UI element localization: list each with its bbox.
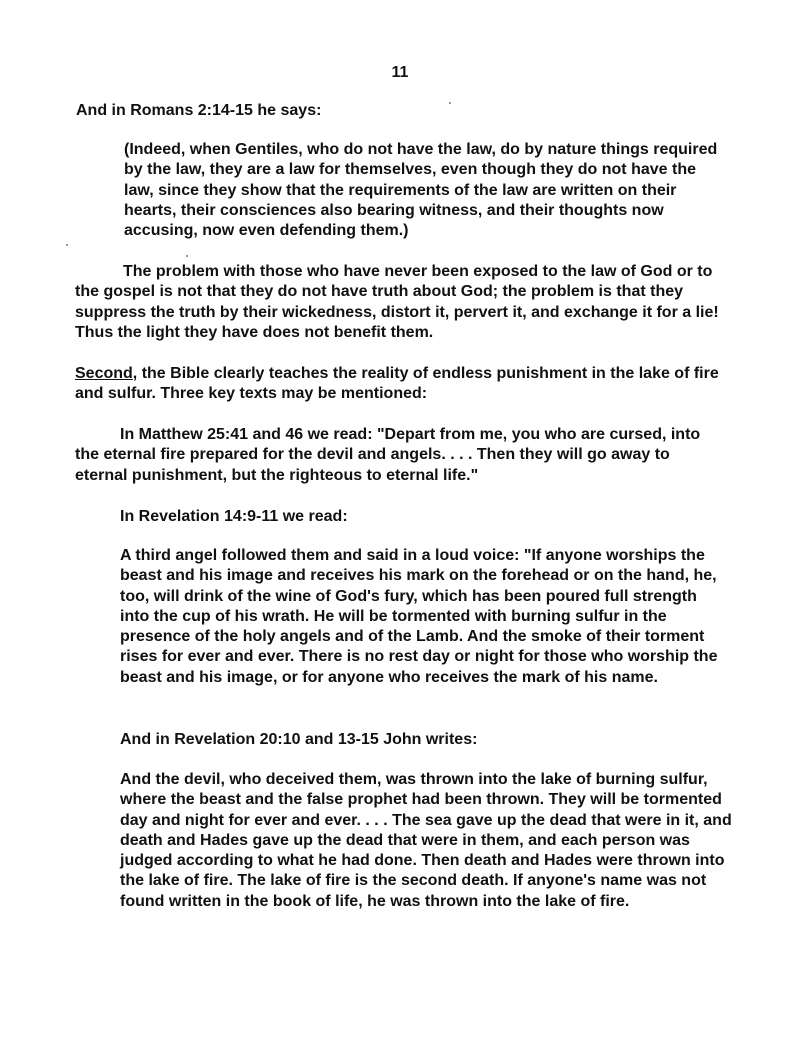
- page-number: 11: [391, 64, 409, 81]
- revelation-20-block-quote: And the devil, who deceived them, was thrown into the lake of burning sulfur, where the beast and the false prophet had been thrown. They will be tormented day and night for ever and ever. . . . The sea gave up the dead that were in it, and death and Hades gave up the dead that were in them, and each person was judged according to what he had done. Then death and Hades were thrown into the lake of fire. The lake of fire is the second death. If anyone's name was not found written in the book of life, he was thrown into the lake of fire.: [120, 771, 732, 910]
- scan-speck: [66, 244, 68, 246]
- revelation-14-block-quote: A third angel followed them and said in a loud voice: "If anyone worships the beast and his image and receives his mark on the forehead or on the hand, he, too, will drink of the wine of God's fury, which has been poured full strength into the cup of his wrath. He will be tormented with burning sulfur in the presence of the holy angels and of the Lamb. And the smoke of their torment rises for ever and ever. There is no rest day or night for those who worship the beast and his image, or for anyone who receives the mark of his name.: [120, 547, 718, 686]
- revelation-14-intro: In Revelation 14:9-11 we read:: [120, 508, 348, 525]
- second-text: , the Bible clearly teaches the reality of endless punishment in the lake of fire and sulfur. Three key texts may be mentioned:: [75, 365, 719, 403]
- matthew-paragraph: In Matthew 25:41 and 46 we read: "Depart from me, you who are cursed, into the eternal fire prepared for the devil and angels. . . . Then they will go away to eternal punishment, but the righteous to eternal life.": [75, 426, 701, 484]
- scan-speck: [449, 102, 451, 104]
- second-point-paragraph: [75, 364, 735, 405]
- romans-block-quote: (Indeed, when Gentiles, who do not have the law, do by nature things required by the law, they are a law for themselves, even though they do not have the law, since they show that the requirements of the law are written on their hearts, their consciences also bearing witness, and their thoughts now accusing, now even defending them.): [124, 141, 718, 240]
- second-label: Second: [75, 365, 133, 382]
- problem-paragraph: The problem with those who have never been exposed to the law of God or to the gospel is not that they do not have truth about God; the problem is that they suppress the truth by their wickedness, distort it, pervert it, and exchange it for a lie! Thus the light they have does not benefit them.: [75, 263, 719, 341]
- intro-paragraph: And in Romans 2:14-15 he says:: [76, 102, 322, 119]
- revelation-20-intro: And in Revelation 20:10 and 13-15 John writes:: [120, 731, 478, 748]
- scan-speck: [186, 255, 188, 257]
